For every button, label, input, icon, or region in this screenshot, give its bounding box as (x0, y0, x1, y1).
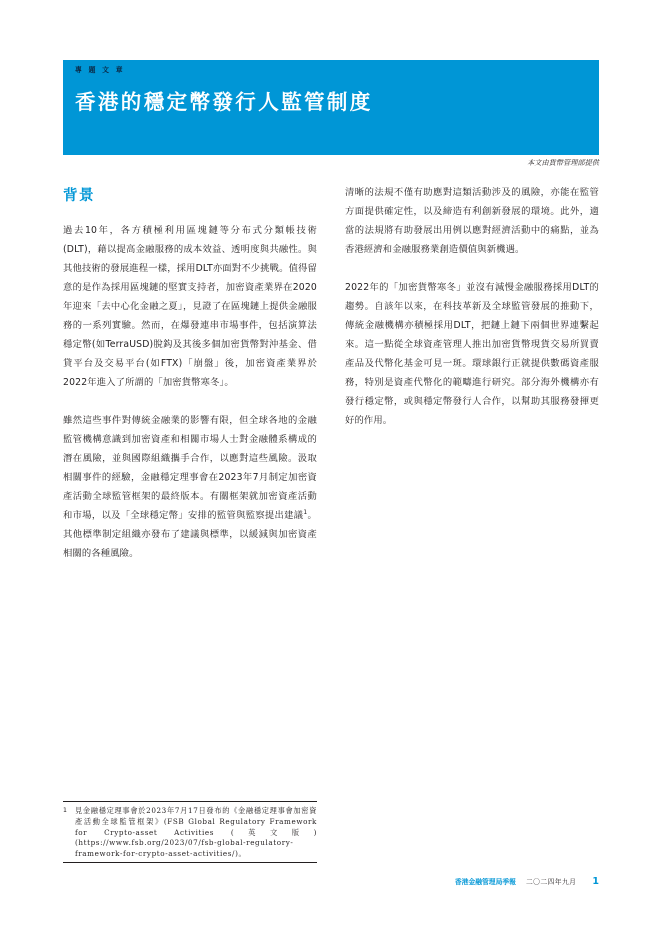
body-paragraph: 過去10年，各方積極利用區塊鏈等分布式分類帳技術(DLT)，藉以提高金融服務的成本效益、透明度與共融性。與其他技術的發展進程一樣，採用DLT亦面對不少挑戰。值得留意的是作為採用區塊鏈的堅實支持者，加密資產業界在2020年迎來「去中心化金融之夏」，見證了在區塊鏈上提供金融服務的一系列實驗。然而，在爆發連串市場事件，包括演算法穩定幣(如TerraUSD)脫鈎及其後多個加密貨幣對沖基金、借貸平台及交易平台(如FTX)「崩盤」後，加密資產業界於2022年進入了所謂的「加密貨幣寒冬」。 (63, 225, 317, 388)
byline: 本文由貨幣管理部提供 (527, 158, 599, 167)
footnote-reference[interactable]: 1 (303, 508, 308, 516)
footnote (63, 806, 317, 860)
page-title: 香港的穩定幣發行人監管制度 (75, 90, 373, 114)
publication-date: 二〇二四年九月 (525, 878, 577, 886)
body-text: 。其他標準制定組織亦發布了建議與標準，以緩減與加密資產相關的各種風險。 (63, 510, 317, 559)
body-paragraph: 2022年的「加密貨幣寒冬」並沒有減慢金融服務採用DLT的趨勢。自該年以來，在科技革新及全球監管發展的推動下，傳統金融機構亦積極採用DLT，把鏈上鏈下兩個世界連繫起來。這一點從全球資產管理人推出加密貨幣現貨交易所買賣產品及代幣化基金可見一斑。環球銀行正就提供數碼資產服務，特別是資產代幣化的範疇進行研究。部分海外機構亦有發行穩定幣，或與穩定幣發行人合作，以幫助其服務發揮更好的作用。 (345, 282, 599, 426)
body-text: 雖然這些事件對傳統金融業的影響有限，但全球各地的金融監管機構意識到加密資產和相關市場人士對金融體系構成的潛在風險，並與國際組織攜手合作，以應對這些風險。汲取相關事件的經驗，金融穩定理事會在2023年7月制定加密資產活動全球監管框架的最終版本。有關框架就加密資產活動和市場，以及「全球穩定幣」安排的監管與監察提出建議 (63, 415, 317, 521)
footnote-divider (63, 801, 317, 802)
publication-name: 香港金融管理局季報 (454, 878, 516, 886)
footnote-number: 1 (63, 807, 67, 814)
footnote-text: 見金融穩定理事會於2023年7月17日發布的《金融穩定理事會加密資產活動全球監管框架》(FSB Global Regulatory Framework for Crypto-asset Activities (英文版) (https://www.fsb.org/2023/07/fsb-global-regulatory-framework-for-crypto-asset-activities/)。 (75, 806, 317, 859)
page-footer (455, 876, 599, 887)
page-number: 1 (592, 876, 599, 887)
left-column (63, 186, 317, 582)
section-tag: 專 題 文 章 (75, 66, 125, 74)
body-paragraph (63, 411, 317, 563)
body-paragraph: 清晰的法規不僅有助應對這類活動涉及的風險，亦能在監管方面提供確定性，以及締造有利創新發展的環境。此外，適當的法規將有助發展出用例以應對經濟活動中的痛點，並為香港經濟和金融服務業創造價值與新機遇。 (345, 187, 599, 255)
right-column (345, 183, 599, 449)
footnote-divider (63, 862, 317, 863)
section-heading: 背景 (63, 188, 95, 204)
